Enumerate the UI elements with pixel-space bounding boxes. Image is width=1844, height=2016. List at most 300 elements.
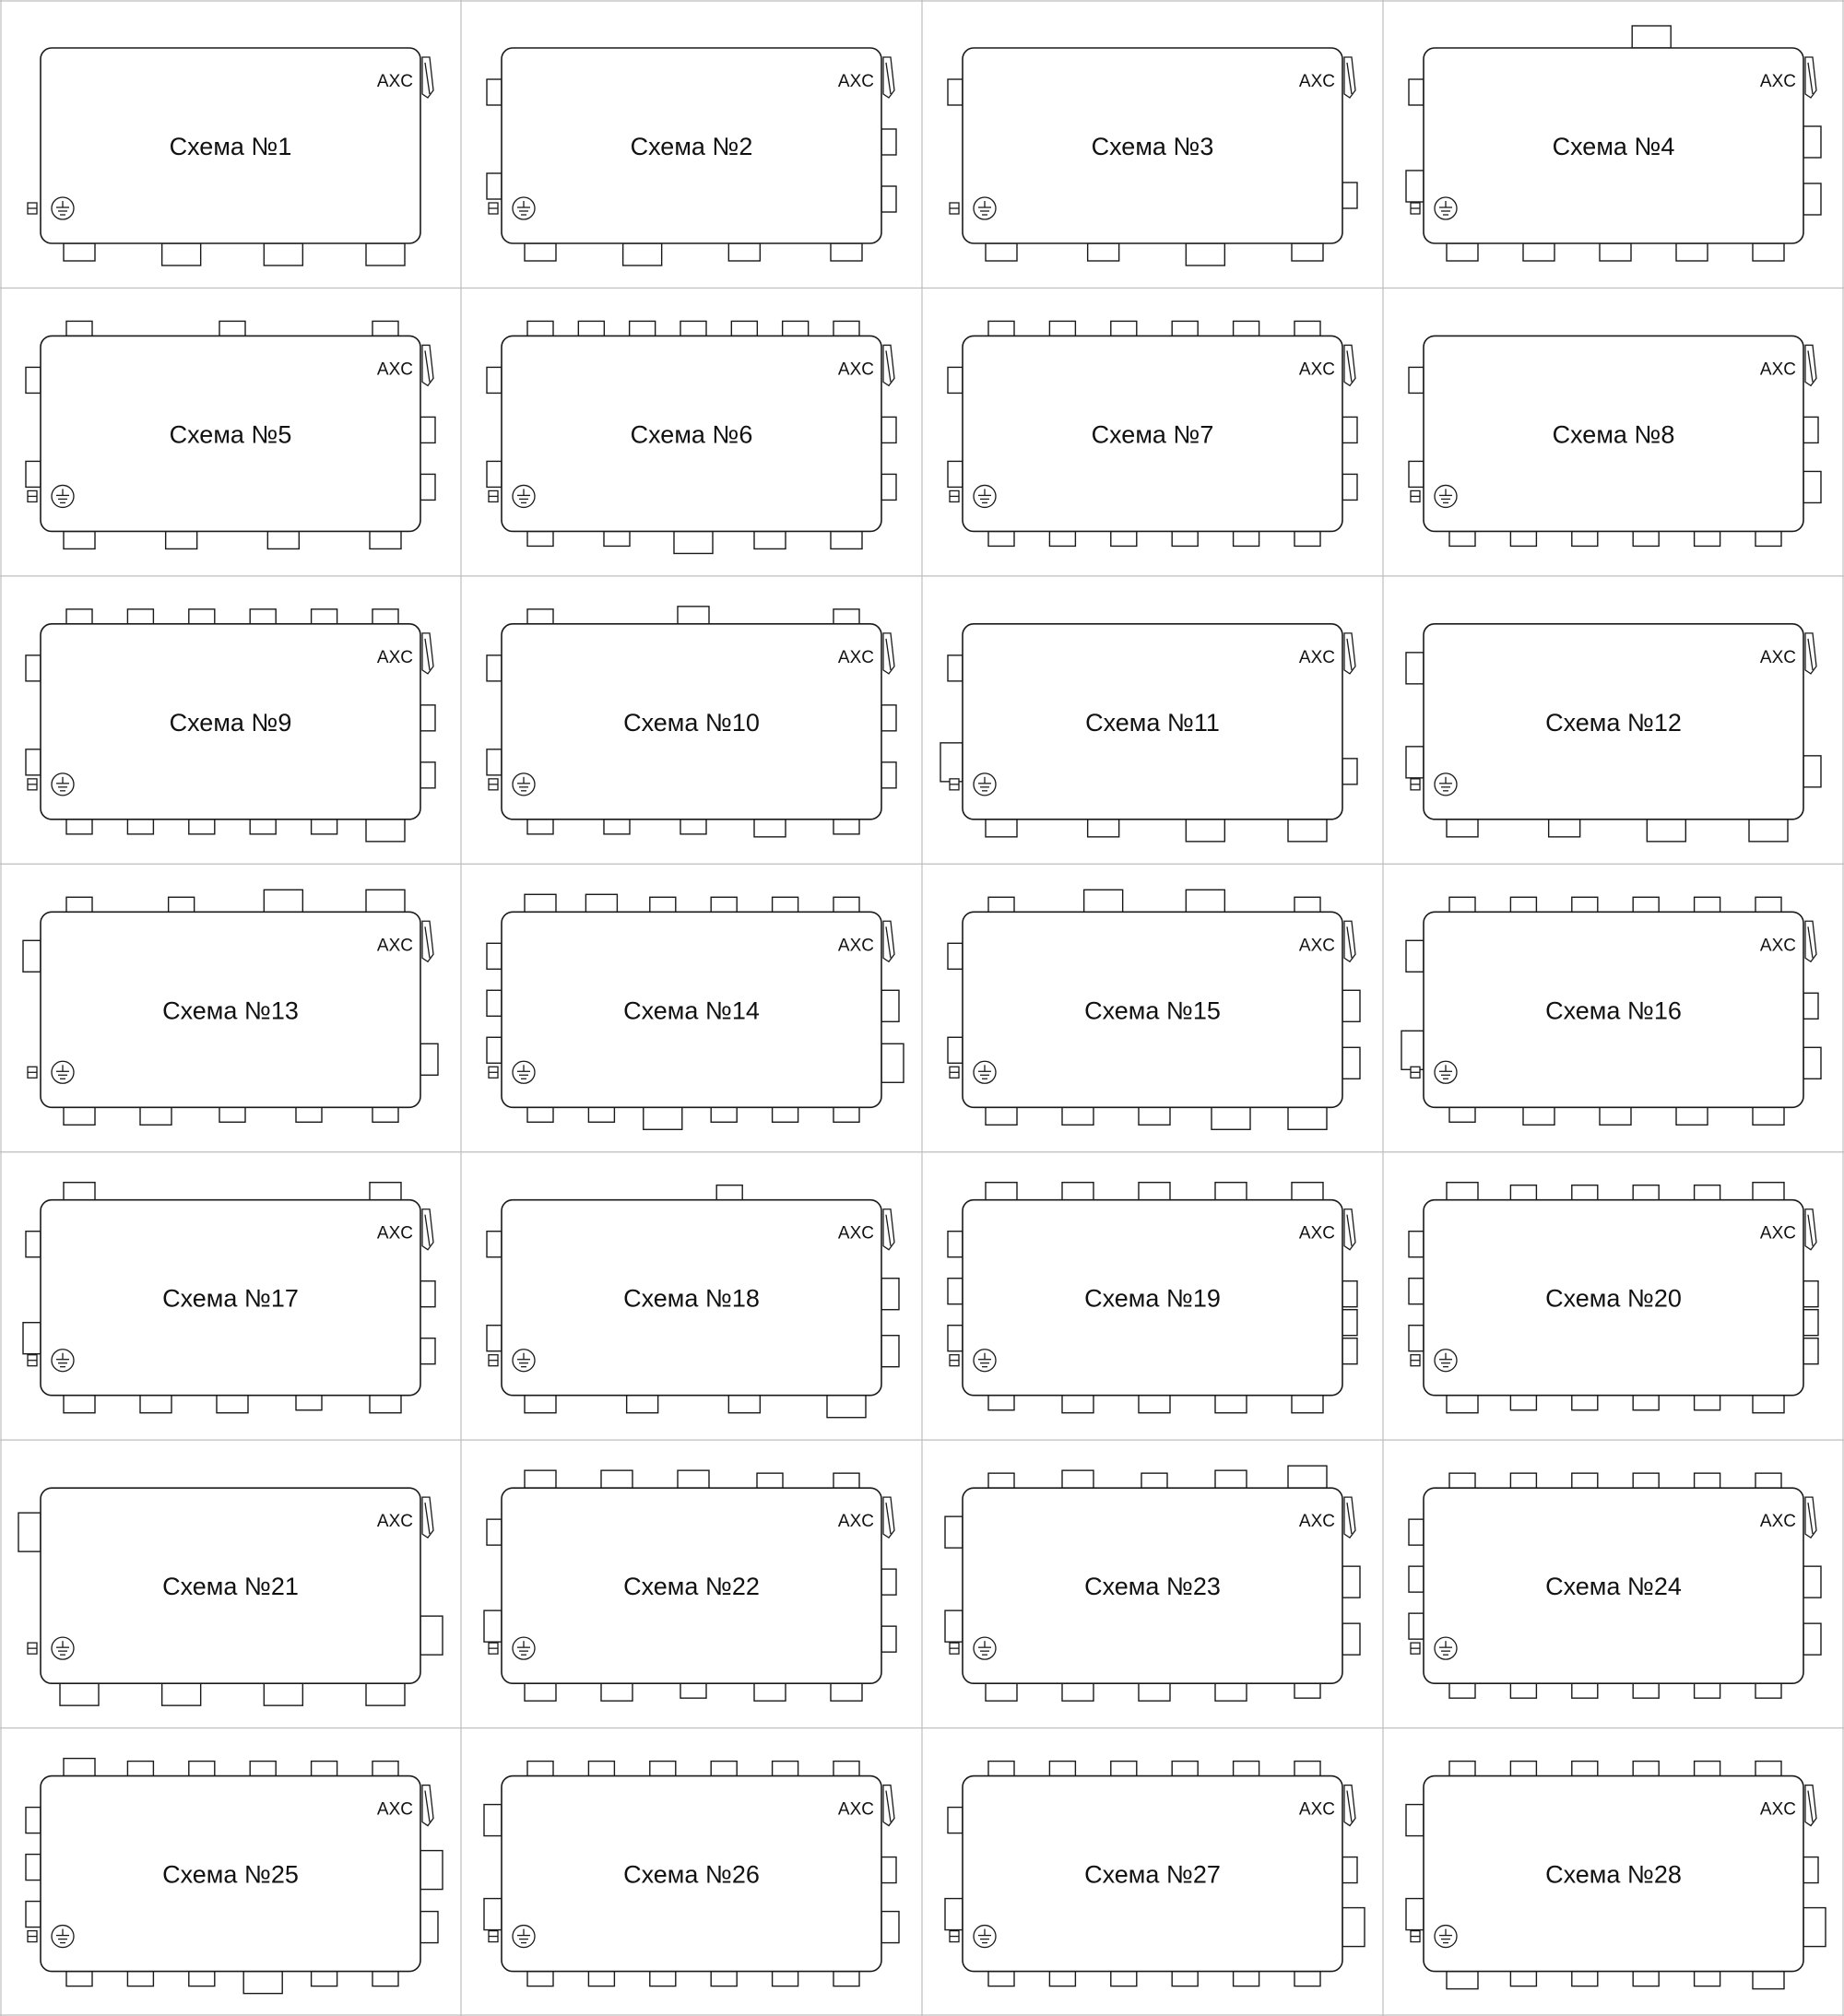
- ground-icon: [52, 1350, 74, 1372]
- gland-bottom: [1549, 819, 1580, 837]
- axc-label: AXC: [376, 1223, 413, 1244]
- gland-bottom: [1215, 1683, 1247, 1701]
- gland-bottom: [1294, 1683, 1320, 1698]
- axc-label: AXC: [837, 360, 874, 380]
- gland-top: [1633, 1473, 1659, 1488]
- gland-bottom: [64, 531, 95, 548]
- scheme-title: Схема №9: [169, 708, 292, 737]
- gland-top: [1755, 897, 1781, 912]
- gland-left: [948, 461, 963, 487]
- gland-top: [678, 1470, 709, 1488]
- gland-right: [881, 990, 899, 1021]
- gland-bottom: [217, 1396, 248, 1413]
- gland-top: [1755, 1762, 1781, 1776]
- gland-left: [948, 655, 963, 681]
- ground-icon: [1435, 485, 1457, 507]
- gland-right: [1803, 993, 1818, 1019]
- gland-top: [757, 1473, 783, 1488]
- gland-bottom: [64, 1396, 95, 1413]
- gland-top: [250, 1762, 276, 1776]
- gland-bottom: [728, 243, 760, 261]
- axc-label: AXC: [376, 647, 413, 667]
- gland-left: [948, 79, 963, 105]
- gland-left: [487, 1037, 502, 1063]
- scheme-title: Схема №6: [630, 420, 753, 449]
- scheme-17: [23, 1183, 435, 1413]
- scheme-9: [26, 609, 435, 842]
- gland-left: [487, 173, 502, 199]
- gland-bottom: [1510, 1972, 1536, 1987]
- axc-label: AXC: [837, 1799, 874, 1820]
- axc-label: AXC: [376, 72, 413, 91]
- gland-bottom: [623, 243, 662, 265]
- gland-bottom: [833, 1972, 859, 1987]
- gland-bottom: [189, 1972, 215, 1987]
- gland-bottom: [1572, 1972, 1598, 1987]
- gland-top: [1572, 1473, 1598, 1488]
- gland-bottom: [1288, 1107, 1327, 1129]
- gland-top: [312, 1762, 337, 1776]
- gland-bottom: [1695, 1683, 1720, 1698]
- gland-left: [945, 1610, 963, 1642]
- gland-right: [1803, 1281, 1818, 1307]
- gland-top: [1292, 1183, 1323, 1200]
- gland-left: [23, 940, 41, 972]
- gland-bottom: [1111, 531, 1137, 546]
- gland-left: [1409, 1232, 1424, 1257]
- gland-left: [948, 1808, 963, 1833]
- gland-left: [26, 1232, 41, 1257]
- ground-icon: [52, 1061, 74, 1083]
- scheme-title: Схема №14: [623, 996, 760, 1025]
- axc-label: AXC: [376, 1512, 413, 1532]
- gland-left: [484, 1610, 502, 1642]
- gland-left: [487, 461, 502, 487]
- gland-bottom: [250, 819, 276, 834]
- gland-right: [420, 1912, 438, 1943]
- ground-icon: [513, 773, 535, 796]
- gland-bottom: [1234, 1972, 1259, 1987]
- gland-bottom: [1212, 1107, 1250, 1129]
- axc-label: AXC: [1759, 647, 1796, 667]
- gland-top: [1141, 1473, 1167, 1488]
- gland-bottom: [1749, 819, 1788, 842]
- gland-top: [127, 609, 153, 624]
- gland-left: [18, 1513, 41, 1551]
- gland-top: [1139, 1183, 1170, 1200]
- axc-label: AXC: [837, 936, 874, 956]
- gland-left: [1409, 1279, 1424, 1304]
- gland-right: [1803, 1338, 1818, 1364]
- gland-bottom: [1111, 1972, 1137, 1987]
- gland-bottom: [650, 1972, 676, 1987]
- gland-right: [1803, 126, 1821, 158]
- scheme-title: Схема №23: [1084, 1573, 1221, 1601]
- gland-left: [1409, 1326, 1424, 1351]
- gland-bottom: [1572, 1683, 1598, 1698]
- ground-icon: [1435, 197, 1457, 219]
- gland-bottom: [1234, 531, 1259, 546]
- gland-bottom: [264, 243, 302, 265]
- gland-right: [1342, 1623, 1360, 1655]
- gland-left: [1406, 940, 1424, 972]
- gland-right: [1342, 417, 1357, 442]
- gland-bottom: [366, 1683, 405, 1705]
- ground-icon: [974, 1637, 996, 1659]
- gland-bottom: [833, 819, 859, 834]
- gland-top: [1447, 1183, 1478, 1200]
- gland-top: [1234, 321, 1259, 336]
- gland-top: [66, 609, 92, 624]
- gland-bottom: [1753, 1107, 1784, 1125]
- gland-bottom: [527, 819, 553, 834]
- gland-left: [487, 943, 502, 969]
- gland-bottom: [1676, 243, 1708, 261]
- gland-right: [420, 1616, 443, 1655]
- gland-bottom: [1294, 1972, 1320, 1987]
- gland-right: [1342, 990, 1360, 1021]
- gland-right: [1342, 759, 1357, 784]
- gland-right: [881, 186, 896, 212]
- gland-right: [881, 762, 896, 788]
- scheme-21: [18, 1488, 443, 1705]
- gland-bottom: [773, 1107, 798, 1122]
- ground-icon: [1435, 773, 1457, 796]
- gland-bottom: [1088, 243, 1119, 261]
- gland-bottom: [1049, 1972, 1075, 1987]
- gland-right: [881, 1857, 896, 1883]
- scheme-title: Схема №11: [1085, 708, 1220, 737]
- ground-icon: [52, 1637, 74, 1659]
- gland-bottom: [372, 1972, 398, 1987]
- gland-bottom: [1139, 1396, 1170, 1413]
- ground-icon: [1435, 1350, 1457, 1372]
- gland-top: [1572, 1762, 1598, 1776]
- gland-top: [988, 1762, 1014, 1776]
- gland-bottom: [728, 1396, 760, 1413]
- gland-bottom: [527, 531, 553, 546]
- gland-bottom: [1755, 531, 1781, 546]
- gland-right: [1803, 183, 1821, 215]
- gland-left: [1409, 1566, 1424, 1592]
- gland-top: [588, 1762, 614, 1776]
- gland-top: [525, 1470, 556, 1488]
- gland-top: [716, 1185, 742, 1200]
- gland-top: [1172, 1762, 1198, 1776]
- gland-bottom: [1449, 1107, 1475, 1122]
- gland-bottom: [1292, 243, 1323, 261]
- gland-bottom: [601, 1683, 632, 1701]
- gland-top: [219, 321, 245, 336]
- gland-top: [578, 321, 604, 336]
- gland-left: [948, 1037, 963, 1063]
- gland-bottom: [1172, 1972, 1198, 1987]
- gland-top: [1215, 1470, 1247, 1488]
- gland-top: [1510, 1762, 1536, 1776]
- gland-bottom: [1600, 243, 1631, 261]
- gland-left: [487, 79, 502, 105]
- scheme-28: [1406, 1762, 1826, 1989]
- axc-label: AXC: [1298, 936, 1335, 956]
- gland-right: [1803, 1310, 1818, 1336]
- gland-top: [680, 321, 706, 336]
- gland-top: [1062, 1470, 1093, 1488]
- gland-top: [1049, 1762, 1075, 1776]
- gland-top: [250, 609, 276, 624]
- gland-left: [948, 943, 963, 969]
- gland-bottom: [1572, 1396, 1598, 1410]
- gland-right: [881, 1569, 896, 1595]
- gland-bottom: [166, 531, 197, 548]
- gland-bottom: [66, 1972, 92, 1987]
- gland-bottom: [1172, 531, 1198, 546]
- gland-bottom: [754, 1683, 786, 1701]
- scheme-title: Схема №15: [1084, 996, 1221, 1025]
- ground-icon: [974, 1061, 996, 1083]
- scheme-title: Схема №3: [1091, 133, 1214, 160]
- gland-left: [948, 1232, 963, 1257]
- ground-icon: [513, 485, 535, 507]
- gland-bottom: [1447, 243, 1478, 261]
- gland-bottom: [711, 1972, 737, 1987]
- gland-top: [1215, 1183, 1247, 1200]
- gland-left: [1406, 653, 1424, 684]
- gland-bottom: [1633, 1396, 1659, 1410]
- gland-bottom: [988, 1396, 1014, 1410]
- gland-bottom: [680, 819, 706, 834]
- gland-right: [881, 1626, 896, 1652]
- gland-top: [1510, 897, 1536, 912]
- gland-top: [1755, 1473, 1781, 1488]
- gland-bottom: [127, 1972, 153, 1987]
- gland-top: [1449, 1762, 1475, 1776]
- gland-top: [650, 897, 676, 912]
- gland-bottom: [525, 1683, 556, 1701]
- gland-top: [1695, 1185, 1720, 1200]
- gland-bottom: [831, 1683, 862, 1701]
- gland-bottom: [527, 1107, 553, 1122]
- scheme-title: Схема №18: [623, 1284, 760, 1313]
- gland-left: [487, 1326, 502, 1351]
- gland-top: [1294, 321, 1320, 336]
- gland-bottom: [988, 531, 1014, 546]
- axc-label: AXC: [837, 72, 874, 91]
- gland-bottom: [1088, 819, 1119, 837]
- gland-right: [1342, 1908, 1365, 1947]
- gland-left: [487, 1232, 502, 1257]
- gland-right: [1342, 1281, 1357, 1307]
- gland-right: [1342, 1310, 1357, 1336]
- axc-label: AXC: [1759, 72, 1796, 91]
- gland-bottom: [1447, 1396, 1478, 1413]
- scheme-title: Схема №2: [630, 133, 753, 160]
- scheme-10: [487, 607, 896, 837]
- gland-bottom: [1139, 1683, 1170, 1701]
- scheme-2: [487, 48, 896, 265]
- gland-bottom: [1633, 1683, 1659, 1698]
- gland-bottom: [189, 819, 215, 834]
- gland-right: [420, 1851, 443, 1890]
- gland-bottom: [1062, 1107, 1093, 1125]
- gland-left: [940, 743, 963, 782]
- gland-right: [420, 417, 435, 442]
- gland-top: [1633, 1762, 1659, 1776]
- gland-left: [948, 1326, 963, 1351]
- gland-bottom: [366, 243, 405, 265]
- scheme-title: Схема №7: [1091, 420, 1214, 449]
- ground-icon: [1435, 1637, 1457, 1659]
- gland-top: [711, 1762, 737, 1776]
- axc-label: AXC: [1759, 1799, 1796, 1820]
- scheme-title: Схема №1: [169, 133, 292, 160]
- scheme-24: [1409, 1473, 1821, 1698]
- scheme-14: [487, 894, 904, 1129]
- gland-bottom: [527, 1972, 553, 1987]
- gland-bottom: [140, 1396, 171, 1413]
- scheme-title: Схема №5: [169, 420, 292, 449]
- scheme-3: [948, 48, 1357, 265]
- gland-right: [881, 1336, 899, 1367]
- gland-bottom: [1062, 1396, 1093, 1413]
- gland-top: [372, 1762, 398, 1776]
- gland-right: [1342, 1047, 1360, 1079]
- gland-bottom: [296, 1396, 322, 1410]
- gland-left: [1406, 1899, 1424, 1930]
- gland-bottom: [372, 1107, 398, 1122]
- gland-top: [1294, 1762, 1320, 1776]
- gland-right: [881, 1279, 899, 1310]
- gland-bottom: [680, 1683, 706, 1698]
- gland-top: [1510, 1473, 1536, 1488]
- scheme-12: [1406, 624, 1821, 842]
- axc-label: AXC: [1759, 360, 1796, 380]
- gland-bottom: [1676, 1107, 1708, 1125]
- gland-left: [487, 990, 502, 1016]
- gland-bottom: [162, 243, 201, 265]
- gland-left: [1409, 1613, 1424, 1639]
- gland-top: [527, 321, 553, 336]
- scheme-20: [1409, 1183, 1818, 1413]
- ground-icon: [513, 1637, 535, 1659]
- gland-right: [881, 1043, 904, 1082]
- gland-top: [986, 1183, 1017, 1200]
- gland-top: [988, 1473, 1014, 1488]
- gland-bottom: [1695, 1396, 1720, 1410]
- scheme-title: Схема №21: [162, 1573, 299, 1601]
- gland-left: [487, 1519, 502, 1545]
- gland-top: [264, 890, 302, 912]
- gland-right: [881, 1912, 899, 1943]
- gland-bottom: [1139, 1107, 1170, 1125]
- ground-icon: [52, 197, 74, 219]
- gland-right: [1342, 1857, 1357, 1883]
- gland-bottom: [1449, 1683, 1475, 1698]
- gland-left: [26, 461, 41, 487]
- gland-bottom: [754, 819, 786, 837]
- gland-top: [1695, 1762, 1720, 1776]
- ground-icon: [974, 1926, 996, 1948]
- gland-top: [527, 1762, 553, 1776]
- gland-bottom: [986, 1683, 1017, 1701]
- gland-bottom: [1647, 819, 1685, 842]
- ground-icon: [52, 1926, 74, 1948]
- gland-left: [948, 1279, 963, 1304]
- scheme-13: [23, 890, 438, 1125]
- gland-left: [487, 655, 502, 681]
- ground-icon: [513, 197, 535, 219]
- ground-icon: [974, 773, 996, 796]
- gland-bottom: [66, 819, 92, 834]
- scheme-1: [28, 48, 433, 265]
- gland-bottom: [827, 1396, 866, 1418]
- gland-top: [1084, 890, 1123, 912]
- gland-bottom: [1510, 1396, 1536, 1410]
- gland-left: [1409, 461, 1424, 487]
- gland-left: [26, 1808, 41, 1833]
- gland-top: [66, 321, 92, 336]
- gland-top: [64, 1183, 95, 1200]
- gland-top: [1288, 1466, 1327, 1488]
- gland-bottom: [627, 1396, 658, 1413]
- gland-top: [366, 890, 405, 912]
- gland-top: [773, 897, 798, 912]
- gland-left: [26, 655, 41, 681]
- scheme-18: [487, 1185, 899, 1418]
- gland-top: [525, 894, 556, 912]
- scheme-7: [948, 321, 1357, 546]
- gland-top: [1633, 897, 1659, 912]
- scheme-title: Схема №28: [1545, 1860, 1682, 1889]
- gland-bottom: [1049, 531, 1075, 546]
- scheme-25: [26, 1759, 443, 1994]
- gland-bottom: [1062, 1683, 1093, 1701]
- gland-bottom: [64, 1107, 95, 1125]
- scheme-title: Схема №27: [1084, 1860, 1221, 1889]
- ground-icon: [974, 197, 996, 219]
- scheme-19: [948, 1183, 1357, 1413]
- gland-top: [372, 321, 398, 336]
- gland-bottom: [831, 243, 862, 261]
- axc-label: AXC: [1759, 1223, 1796, 1244]
- gland-top: [189, 1762, 215, 1776]
- axc-label: AXC: [1759, 1512, 1796, 1532]
- gland-top: [1111, 321, 1137, 336]
- ground-icon: [513, 1350, 535, 1372]
- gland-bottom: [1510, 531, 1536, 546]
- gland-right: [1803, 756, 1821, 787]
- gland-right: [1342, 474, 1357, 500]
- gland-bottom: [773, 1972, 798, 1987]
- gland-left: [948, 367, 963, 393]
- gland-bottom: [366, 819, 405, 842]
- gland-right: [881, 417, 896, 442]
- gland-right: [881, 705, 896, 731]
- gland-right: [420, 1043, 438, 1075]
- gland-left: [1401, 1031, 1424, 1069]
- gland-bottom: [1572, 531, 1598, 546]
- scheme-title: Схема №22: [623, 1573, 760, 1601]
- gland-top: [1294, 897, 1320, 912]
- gland-left: [1409, 79, 1424, 105]
- gland-bottom: [162, 1683, 201, 1705]
- gland-bottom: [674, 531, 713, 553]
- gland-bottom: [1633, 531, 1659, 546]
- gland-right: [420, 762, 435, 788]
- gland-right: [420, 705, 435, 731]
- gland-bottom: [1753, 1972, 1784, 1989]
- gland-bottom: [127, 819, 153, 834]
- gland-bottom: [1633, 1972, 1659, 1987]
